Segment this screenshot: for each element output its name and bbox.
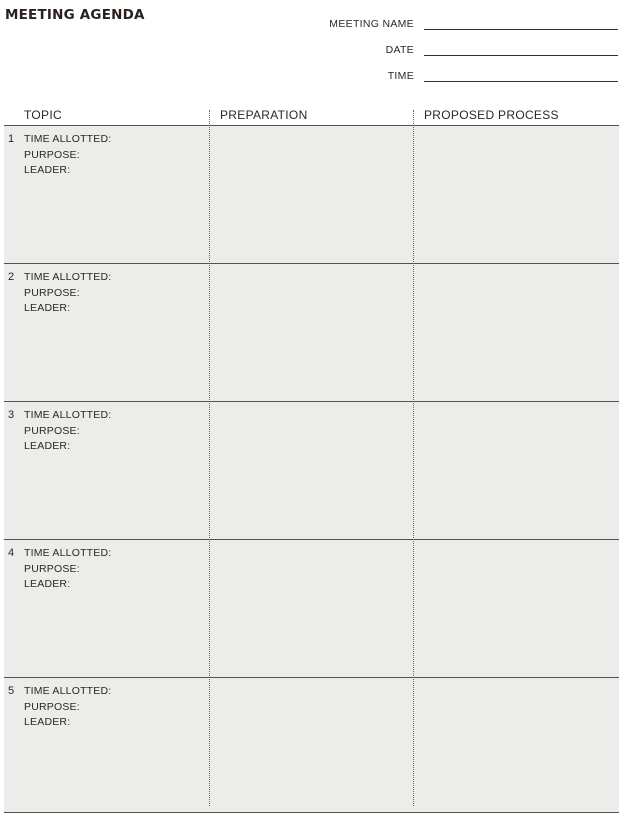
column-header-proposed-process: PROPOSED PROCESS (424, 108, 559, 122)
preparation-cell[interactable] (210, 126, 413, 263)
leader-label: LEADER: (24, 302, 71, 314)
agenda-row (4, 264, 619, 402)
agenda-row (4, 126, 619, 264)
purpose-label: PURPOSE: (24, 286, 80, 299)
agenda-row (4, 540, 619, 678)
topic-cell[interactable] (4, 678, 209, 812)
item-number: 3 (8, 409, 15, 421)
purpose-label: PURPOSE: (24, 700, 80, 713)
time-label: TIME (387, 70, 414, 82)
time-allotted-label: TIME ALLOTTED: (24, 409, 112, 421)
proposed-process-cell[interactable] (414, 678, 619, 812)
time-row (224, 66, 618, 82)
leader-label: LEADER: (24, 716, 71, 728)
purpose-label: PURPOSE: (24, 562, 80, 575)
time-allotted-label: TIME ALLOTTED: (24, 271, 112, 283)
proposed-process-cell[interactable] (414, 540, 619, 677)
meeting-name-label: MEETING NAME (329, 18, 414, 30)
topic-cell[interactable] (4, 540, 209, 677)
item-number: 2 (8, 271, 15, 283)
purpose-label: PURPOSE: (24, 424, 80, 437)
agenda-row (4, 402, 619, 540)
topic-cell[interactable] (4, 264, 209, 401)
leader-label: LEADER: (24, 578, 71, 590)
proposed-process-cell[interactable] (414, 402, 619, 539)
preparation-cell[interactable] (210, 264, 413, 401)
item-number: 5 (8, 685, 15, 697)
preparation-cell[interactable] (210, 678, 413, 812)
item-number: 4 (8, 547, 15, 559)
proposed-process-cell[interactable] (414, 264, 619, 401)
agenda-row (4, 678, 619, 813)
date-field[interactable] (424, 43, 618, 56)
date-row (224, 40, 618, 56)
meeting-name-row (224, 14, 618, 30)
column-header-preparation: PREPARATION (220, 108, 308, 122)
topic-cell[interactable] (4, 126, 209, 263)
leader-label: LEADER: (24, 440, 71, 452)
preparation-cell[interactable] (210, 402, 413, 539)
column-divider (413, 110, 414, 806)
proposed-process-cell[interactable] (414, 126, 619, 263)
column-header-topic: TOPIC (24, 108, 62, 122)
purpose-label: PURPOSE: (24, 148, 80, 161)
column-divider (209, 110, 210, 806)
time-allotted-label: TIME ALLOTTED: (24, 547, 112, 559)
preparation-cell[interactable] (210, 540, 413, 677)
page-title: MEETING AGENDA (5, 7, 145, 23)
date-label: DATE (385, 44, 414, 56)
time-allotted-label: TIME ALLOTTED: (24, 685, 112, 697)
item-number: 1 (8, 133, 15, 145)
table-header (4, 107, 619, 126)
time-field[interactable] (424, 69, 618, 82)
time-allotted-label: TIME ALLOTTED: (24, 133, 112, 145)
topic-cell[interactable] (4, 402, 209, 539)
agenda-table (4, 126, 619, 813)
leader-label: LEADER: (24, 164, 71, 176)
meeting-name-field[interactable] (424, 17, 618, 30)
